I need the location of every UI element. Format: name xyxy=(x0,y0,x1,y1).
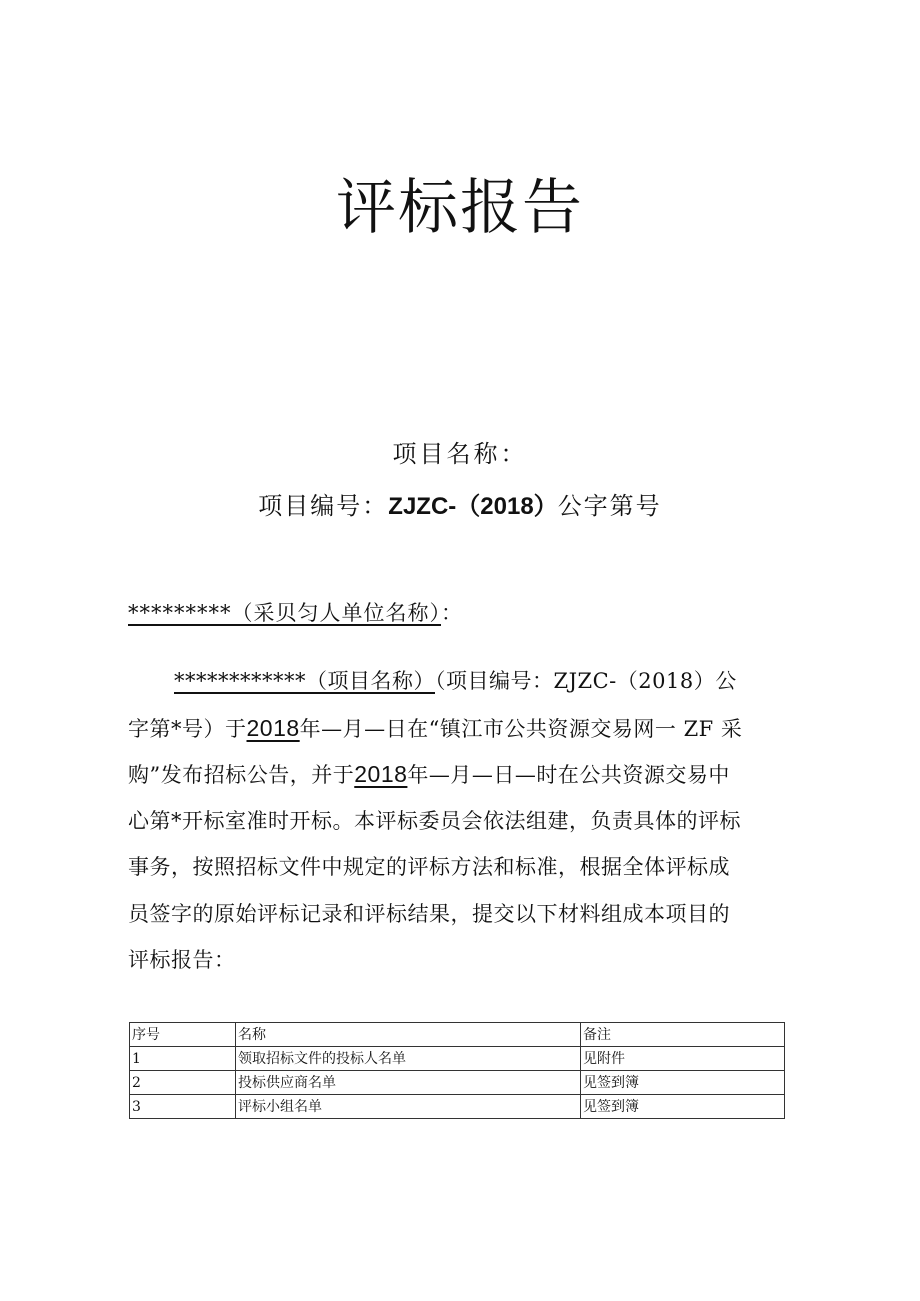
row-index: 1 xyxy=(130,1047,236,1071)
addressee-colon: ： xyxy=(441,601,463,625)
project-name-placeholder xyxy=(174,669,435,693)
materials-table xyxy=(129,1022,785,1119)
line-2-start: 字第*号）于 xyxy=(128,716,247,741)
table-row xyxy=(130,1047,785,1071)
row-name: 领取招标文件的投标人名单 xyxy=(236,1047,581,1071)
paragraph-line-3 xyxy=(128,751,788,798)
project-name-stars: ************ xyxy=(174,669,306,693)
project-name-text: （项目名称） xyxy=(306,669,435,693)
announce-year: 2018 xyxy=(246,714,300,741)
addressee-name xyxy=(128,601,441,625)
addressee-placeholder: （采贝匀人单位名称） xyxy=(231,601,441,625)
table-row xyxy=(130,1095,785,1119)
table-row xyxy=(130,1071,785,1095)
paragraph-line-7: 评标报告： xyxy=(128,948,236,972)
row-index: 2 xyxy=(130,1071,236,1095)
document-title: 评标报告 xyxy=(336,173,584,243)
table-header-row xyxy=(130,1023,785,1047)
row-remark: 见签到簿 xyxy=(581,1095,785,1119)
row-remark: 见附件 xyxy=(581,1047,785,1071)
paragraph-line-6: 员签字的原始评标记录和评标结果，提交以下材料组成本项目的 xyxy=(128,901,730,926)
header-index: 序号 xyxy=(130,1023,236,1047)
project-number-code: ZJZC-（2018） xyxy=(388,493,558,520)
paragraph-line-4: 心第*开标室准时开标。本评标委员会依法组建，负责具体的评标 xyxy=(128,808,741,833)
line-2-end: 年—月—日在“镇江市公共资源交易网一 ZF 采 xyxy=(299,716,743,741)
paragraph-line-1 xyxy=(128,658,788,705)
addressee-stars: ********* xyxy=(128,601,232,625)
project-name-label: 项目名称： xyxy=(392,440,528,468)
header-remark: 备注 xyxy=(581,1023,785,1047)
project-number-line xyxy=(0,488,920,525)
project-number-suffix: 公字第号 xyxy=(557,492,662,520)
project-number-label: 项目编号： xyxy=(258,492,389,520)
opening-year: 2018 xyxy=(354,761,408,787)
paragraph-line-2 xyxy=(128,705,788,752)
project-number-ref: （项目编号：ZJZC-（2018）公 xyxy=(435,669,737,693)
paragraph-line-5: 事务，按照招标文件中规定的评标方法和标准，根据全体评标成 xyxy=(128,855,730,879)
header-name: 名称 xyxy=(236,1023,581,1047)
row-name: 投标供应商名单 xyxy=(236,1071,581,1095)
line-3-end: 年—月—日—时在公共资源交易中 xyxy=(407,763,730,787)
row-index: 3 xyxy=(130,1095,236,1119)
row-name: 评标小组名单 xyxy=(236,1095,581,1119)
line-3-start: 购”发布招标公告，并于 xyxy=(128,763,355,787)
addressee-line xyxy=(128,596,463,630)
row-remark: 见签到簿 xyxy=(581,1071,785,1095)
body-paragraph xyxy=(128,658,788,984)
